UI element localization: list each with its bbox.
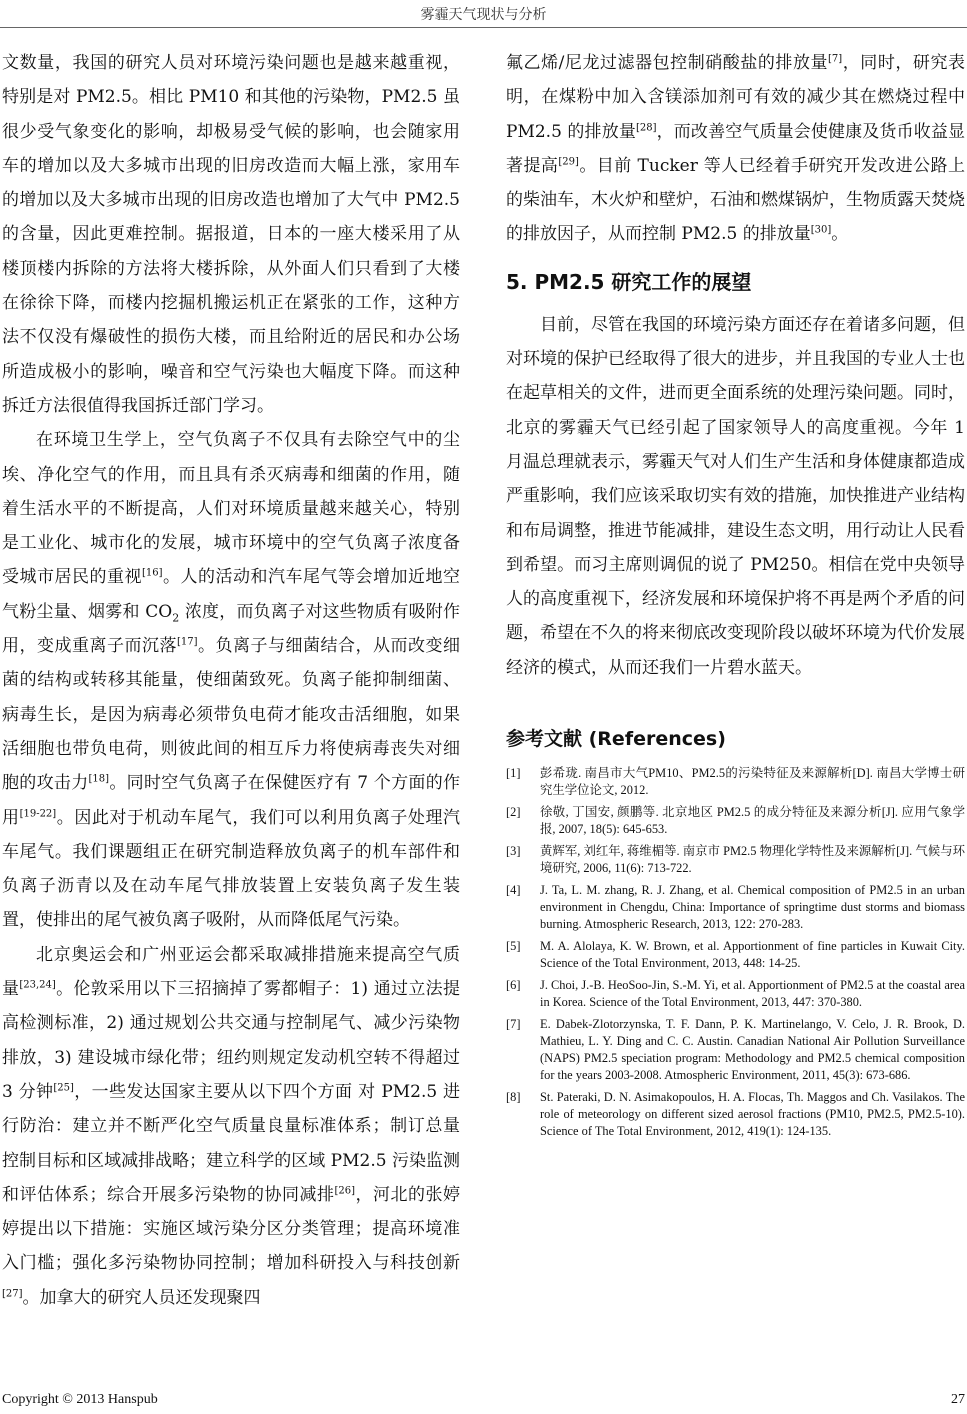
page-number: 27 bbox=[951, 1392, 965, 1407]
left-column bbox=[2, 46, 460, 1315]
citation[interactable]: [28] bbox=[635, 121, 657, 133]
paragraph-left-2: 在环境卫生学上，空气负离子不仅具有去除空气中的尘埃、净化空气的作用，而且具有杀灭病毒和细菌的作用，随着生活水平的不断提高，人们对环境质量越来越关心，特别是工业化、城市化的发展，城市环境中的空气负离子浓度备受城市居民的重视[16]。人的活动和汽车尾气等会增加近地空气粉尘量、烟雾和 $CO_2$ 浓度，而负离子对这些物质有吸附作用，变成重离子而沉落[17]。负离子与细菌结合，从而改变细菌的结构或转移其能量，使细菌致死。负离子能抑制细菌、病毒生长，是因为病毒必须带负电荷才能攻击活细胞，如果活细胞也带负电荷，则彼此间的相互斥力将使病毒丧失对细胞的攻击力[18]。同时空气负离子在保健医疗有 7 个方面的作用[19-22]。因此对于机动车尾气，我们可以利用负离子处理汽车尾气。我们课题组正在研究制造释放负离子的机车部件和负离子沥青以及在动车尾气排放装置上安装负离子发生装置，使排出的尾气被负离子吸附，从而降低尾气污染。 bbox=[2, 430, 461, 931]
running-header: 雾霾天气现状与分析 bbox=[420, 7, 547, 23]
citation[interactable]: [27] bbox=[2, 1288, 23, 1300]
reference-item: [1] 彭希珑. 南昌市大气PM10、PM2.5的污染特征及来源解析[D]. 南昌大学博士研究生学位论文, 2012. bbox=[506, 766, 965, 798]
section-heading: 5. PM2.5 研究工作的展望 bbox=[506, 269, 752, 294]
reference-item: [8] St. Pateraki, D. N. Asimakopoulos, H. A. Flocas, Th. Maggos and Ch. Vasilakos. The role of meteorology on different sized aerosol fractions (PM10, PM2.5, PM2.5-10). Science of The Total Environment, 2012, 419(1): 124-135. bbox=[506, 1090, 965, 1139]
citation[interactable]: [23,24] bbox=[19, 979, 56, 991]
header-rule bbox=[0, 27, 967, 28]
citation[interactable]: [7] bbox=[828, 53, 843, 65]
citation[interactable]: [26] bbox=[334, 1185, 356, 1197]
reference-item: [7] E. Dabek-Zlotorzynska, T. F. Dann, P. K. Martinelango, V. Celo, J. R. Brook, D. Mathieu, L. Y. Ding and C. C. Austin. Canadian National Air Pollution Surveillance (NAPS) PM2.5 speciation program: Methodology and PM2.5 chemical composition for the years 2003-2008. Atmospheric Environment, 2011, 45(3): 673-686. bbox=[506, 1017, 965, 1083]
right-column bbox=[506, 46, 965, 1145]
citation[interactable]: [16] bbox=[142, 567, 163, 579]
paragraph-right-1: 氟乙烯/尼龙过滤器包控制硝酸盐的排放量[7]，同时，研究表明，在煤粉中加入含镁添加剂可有效的减少其在燃烧过程中 PM2.5 的排放量[28]，而改善空气质量会使健康及货币收益显著提高[29]。目前 Tucker 等人已经着手研究开发改进公路上的柴油车，木火炉和壁炉，石油和燃煤锅炉，生物质露天焚烧的排放因子，从而控制 PM2.5 的排放量[30]。 bbox=[506, 53, 966, 245]
paragraph-left-3: 北京奥运会和广州亚运会都采取减排措施来提高空气质量[23,24]。伦敦采用以下三招摘掉了雾都帽子：1) 通过立法提高检测标准，2) 通过规划公共交通与控制尾气、减少污染物排放，3) 建设城市绿化带；纽约则规定发动机空转不得超过 3 分钟[25]，一些发达国家主要从以下四个方面 对 PM2.5 进行防治：建立并不断严化空气质量良量标准体系；制订总量控制目标和区域减排战略；建立科学的区域 PM2.5 污染监测和评估体系；综合开展多污染物的协同减排[26]，河北的张婷婷提出以下措施：实施区域污染分区分类管理；提高环境准入门槛；强化多污染物协同控制；增加科研投入与科技创新[27]。加拿大的研究人员还发现聚四 bbox=[2, 944, 461, 1308]
footer-copyright: Copyright © 2013 Hanspub bbox=[2, 1392, 158, 1407]
references-heading: 参考文献 (References) bbox=[506, 728, 726, 751]
citation[interactable]: [17] bbox=[177, 636, 198, 648]
reference-item: [2] 徐敬, 丁国安, 颜鹏等. 北京地区 PM2.5 的成分特征及来源分析[J]. 应用气象学报, 2007, 18(5): 645-653. bbox=[506, 805, 965, 837]
reference-item: [3] 黄辉军, 刘红年, 蒋维楣等. 南京市 PM2.5 物理化学特性及来源解析[J]. 气候与环境研究, 2006, 11(6): 713-722. bbox=[506, 844, 965, 876]
paragraph-right-2: 目前，尽管在我国的环境污染方面还存在着诸多问题，但对环境的保护已经取得了很大的进步，并且我国的专业人士也在起草相关的文件，进而更全面系统的处理污染问题。同时，北京的雾霾天气已经引起了国家领导人的高度重视。今年 1 月温总理就表示，雾霾天气对人们生产生活和身体健康都造成严重影响，我们应该采取切实有效的措施，加快推进产业结构和布局调整，推进节能减排，建设生态文明，用行动让人民看到希望。而习主席则调侃的说了 PM250。相信在党中央领导人的高度重视下，经济发展和环境保护将不再是两个矛盾的问题，希望在不久的将来彻底改变现阶段以破坏环境为代价发展经济的模式，从而还我们一片碧水蓝天。 bbox=[506, 314, 965, 678]
reference-item: [6] J. Choi, J.-B. HeoSoo-Jin, S.-M. Yi, et al. Apportionment of PM2.5 at the coastal area in Korea. Science of the Total Environment, 2013, 447: 370-380. bbox=[506, 978, 965, 1010]
paragraph-left-1: 文数量，我国的研究人员对环境污染问题也是越来越重视，特别是对 PM2.5。相比 PM10 和其他的污染物，PM2.5 虽很少受气象变化的影响，却极易受气候的影响，也会随家用车的增加以及大多城市出现的旧房改造而大幅上涨，家用车的增加以及大多城市出现的旧房改造也增加了大气中 PM2.5 的含量，因此更难控制。据报道，日本的一座大楼采用了从楼顶楼内拆除的方法将大楼拆除，从外面人们只看到了大楼在徐徐下降，而楼内挖掘机搬运机正在紧张的工作，这种方法不仅没有爆破性的损伤大楼，而且给附近的居民和办公场所造成极小的影响，噪音和空气污染也大幅度下降。而这种拆迁方法很值得我国拆迁部门学习。 bbox=[2, 53, 460, 416]
reference-item: [4] J. Ta, L. M. zhang, R. J. Zhang, et al. Chemical composition of PM2.5 in an urban environment in Chengdu, China: Importance of springtime dust storms and biomass burning. Atmospheric Research, 2013, 122: 270-283. bbox=[506, 883, 965, 932]
citation[interactable]: [18] bbox=[88, 773, 110, 785]
citation[interactable]: [30] bbox=[810, 224, 832, 236]
citation[interactable]: [25] bbox=[53, 1082, 74, 1094]
citation[interactable]: [19-22] bbox=[19, 807, 57, 819]
reference-item: [5] M. A. Alolaya, K. W. Brown, et al. Apportionment of fine particles in Kuwait City. Science of the Total Environment, 2013, 448: 14-25. bbox=[506, 939, 965, 971]
reference-list bbox=[506, 765, 965, 1140]
citation[interactable]: [29] bbox=[558, 156, 579, 168]
